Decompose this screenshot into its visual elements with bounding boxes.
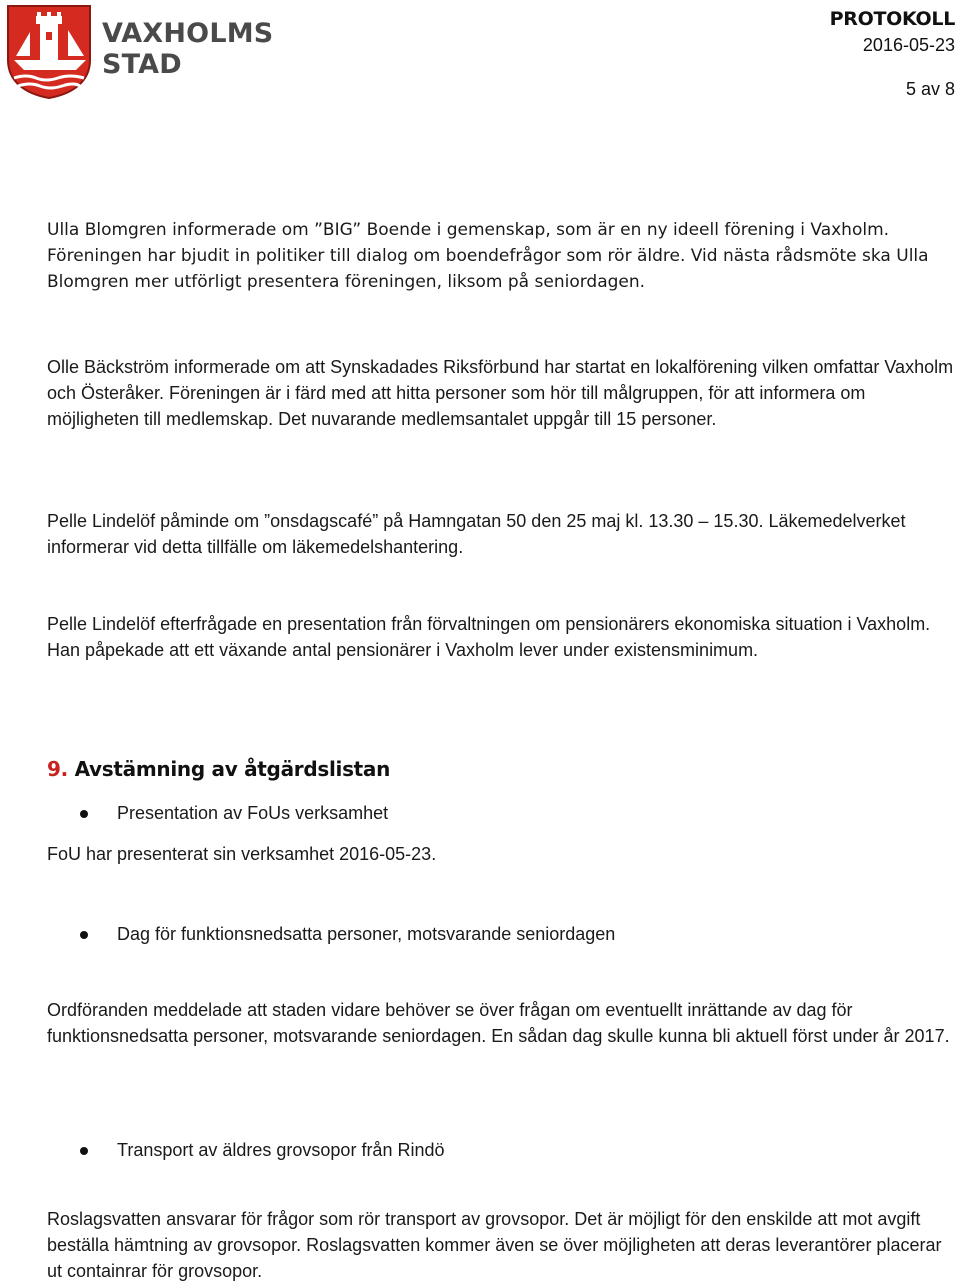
bullet-icon	[80, 810, 88, 818]
paragraph-synskadade: Olle Bäckström informerade om att Synskadades Riksförbund har startat en lokalförening vilken omfattar Vaxholm och Österåker. Föreningen är i färd med att hitta personer som hör till målgruppen, för att informera om möjligheten till medlemskap. Det nuvarande medlemsantalet uppgår till 15 personer.	[47, 357, 954, 429]
bullet-icon	[80, 931, 88, 939]
logo-line-1: VAXHOLMS	[102, 18, 274, 49]
list-item-label: Transport av äldres grovsopor från Rindö	[117, 1140, 445, 1160]
document-header	[830, 8, 955, 100]
section-heading	[47, 757, 390, 781]
page-number: 5 av 8	[905, 79, 955, 99]
paragraph-onsdagscafe: Pelle Lindelöf påminde om ”onsdagscafé” på Hamngatan 50 den 25 maj kl. 13.30 – 15.30. Läkemedelverket informerar vid detta tillfälle om läkemedelshantering.	[47, 511, 906, 557]
vaxholm-logo	[6, 4, 274, 100]
list-item-text: Roslagsvatten ansvarar för frågor som rör transport av grovsopor. Det är möjligt för den enskilde att mot avgift beställa hämtning av grovsopor. Roslagsvatten kommer även se över möjligheten att deras leverantörer placerar ut containrar för grovsopor.	[47, 1209, 942, 1281]
list-item-label: Dag för funktionsnedsatta personer, motsvarande seniordagen	[117, 924, 616, 944]
section-number: 9.	[47, 757, 68, 781]
logo-line-2: STAD	[102, 49, 182, 80]
city-crest-icon	[6, 4, 96, 100]
paragraph-big: Ulla Blomgren informerade om ”BIG” Boende i gemenskap, som är en ny ideell förening i Vaxholm. Föreningen har bjudit in politiker till dialog om boendefrågor som rör äldre. Vid nästa rådsmöte ska Ulla Blomgren mer utförligt presentera föreningen, liksom på seniordagen.	[47, 220, 929, 292]
list-item-text: FoU har presenterat sin verksamhet 2016-05-23.	[47, 844, 437, 864]
document-date: 2016-05-23	[862, 35, 955, 55]
document-type: PROTOKOLL	[829, 8, 955, 30]
section-title: Avstämning av åtgärdslistan	[74, 757, 391, 781]
list-item-text: Ordföranden meddelade att staden vidare behöver se över frågan om eventuellt inrättande av dag för funktionsnedsatta personer, motsvarande seniordagen. En sådan dag skulle kunna bli aktuell först under år 2017.	[47, 1000, 950, 1046]
logo-wordmark	[102, 18, 273, 80]
bullet-icon	[80, 1147, 88, 1155]
paragraph-pensionarer: Pelle Lindelöf efterfrågade en presentation från förvaltningen om pensionärers ekonomiska situation i Vaxholm. Han påpekade att ett växande antal pensionärer i Vaxholm lever under existensminimum.	[47, 614, 931, 660]
list-item-label: Presentation av FoUs verksamhet	[117, 803, 389, 823]
